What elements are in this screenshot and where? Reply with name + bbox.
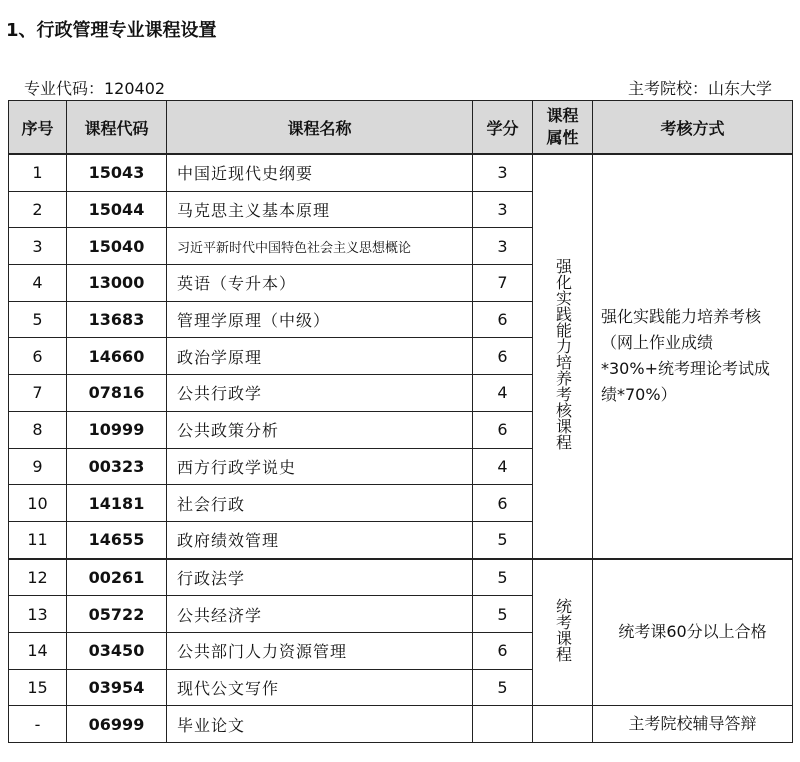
row-code: 14660 <box>67 338 167 375</box>
row-code: 03954 <box>67 669 167 706</box>
row-credit: 3 <box>473 154 533 191</box>
row-name: 社会行政 <box>167 485 473 522</box>
row-name: 习近平新时代中国特色社会主义思想概论 <box>167 228 473 265</box>
row-name: 现代公文写作 <box>167 669 473 706</box>
row-name: 政府绩效管理 <box>167 521 473 558</box>
row-seq: 3 <box>9 228 67 265</box>
row-seq: 9 <box>9 448 67 485</box>
header-assess: 考核方式 <box>593 101 793 155</box>
table-row <box>9 559 793 596</box>
header-attr: 课程属性 <box>533 101 593 155</box>
exam-school: 主考院校：山东大学 <box>627 79 772 98</box>
row-credit: 4 <box>473 375 533 412</box>
row-name: 行政法学 <box>167 559 473 596</box>
row-name: 公共经济学 <box>167 596 473 633</box>
row-name: 中国近现代史纲要 <box>167 154 473 191</box>
row-code: 05722 <box>67 596 167 633</box>
row-code: 06999 <box>67 706 167 743</box>
row-credit: 6 <box>473 301 533 338</box>
row-seq: 10 <box>9 485 67 522</box>
row-name: 英语（专升本） <box>167 265 473 302</box>
header-seq: 序号 <box>9 101 67 155</box>
row-code: 14181 <box>67 485 167 522</box>
row-seq: 2 <box>9 191 67 228</box>
row-name: 马克思主义基本原理 <box>167 191 473 228</box>
row-seq: - <box>9 706 67 743</box>
row-code: 15043 <box>67 154 167 191</box>
row-code: 00261 <box>67 559 167 596</box>
row-code: 03450 <box>67 632 167 669</box>
assess-unified: 统考课60分以上合格 <box>593 559 793 706</box>
row-name: 公共部门人力资源管理 <box>167 632 473 669</box>
row-code: 13683 <box>67 301 167 338</box>
course-table <box>8 100 793 743</box>
row-name: 西方行政学说史 <box>167 448 473 485</box>
row-name: 公共政策分析 <box>167 411 473 448</box>
row-seq: 12 <box>9 559 67 596</box>
header-row <box>9 101 793 155</box>
attr-practice: 强化实践能力培养考核课程 <box>533 154 593 559</box>
row-seq: 8 <box>9 411 67 448</box>
row-seq: 7 <box>9 375 67 412</box>
row-code: 10999 <box>67 411 167 448</box>
row-seq: 1 <box>9 154 67 191</box>
row-credit: 5 <box>473 596 533 633</box>
row-credit: 6 <box>473 411 533 448</box>
row-credit: 5 <box>473 669 533 706</box>
row-seq: 13 <box>9 596 67 633</box>
section-title: 1、行政管理专业课程设置 <box>6 20 217 41</box>
row-credit: 6 <box>473 338 533 375</box>
assess-practice: 强化实践能力培养考核（网上作业成绩*30%+统考理论考试成绩*70%） <box>593 154 793 559</box>
table-row <box>9 706 793 743</box>
row-seq: 5 <box>9 301 67 338</box>
row-seq: 15 <box>9 669 67 706</box>
row-credit: 5 <box>473 521 533 558</box>
row-code: 13000 <box>67 265 167 302</box>
row-seq: 4 <box>9 265 67 302</box>
row-name: 管理学原理（中级） <box>167 301 473 338</box>
row-credit: 7 <box>473 265 533 302</box>
row-name: 公共行政学 <box>167 375 473 412</box>
row-seq: 11 <box>9 521 67 558</box>
row-seq: 6 <box>9 338 67 375</box>
row-name: 政治学原理 <box>167 338 473 375</box>
header-name: 课程名称 <box>167 101 473 155</box>
row-credit <box>473 706 533 743</box>
row-name: 毕业论文 <box>167 706 473 743</box>
header-code: 课程代码 <box>67 101 167 155</box>
row-credit: 6 <box>473 632 533 669</box>
table-row <box>9 154 793 191</box>
major-code: 专业代码：120402 <box>24 79 166 98</box>
header-credit: 学分 <box>473 101 533 155</box>
row-code: 00323 <box>67 448 167 485</box>
attr-thesis <box>533 706 593 743</box>
row-code: 07816 <box>67 375 167 412</box>
row-credit: 5 <box>473 559 533 596</box>
row-code: 15044 <box>67 191 167 228</box>
row-seq: 14 <box>9 632 67 669</box>
row-credit: 6 <box>473 485 533 522</box>
attr-unified: 统考课程 <box>533 559 593 706</box>
row-credit: 3 <box>473 191 533 228</box>
row-code: 15040 <box>67 228 167 265</box>
row-credit: 3 <box>473 228 533 265</box>
row-code: 14655 <box>67 521 167 558</box>
row-credit: 4 <box>473 448 533 485</box>
assess-thesis: 主考院校辅导答辩 <box>593 706 793 743</box>
